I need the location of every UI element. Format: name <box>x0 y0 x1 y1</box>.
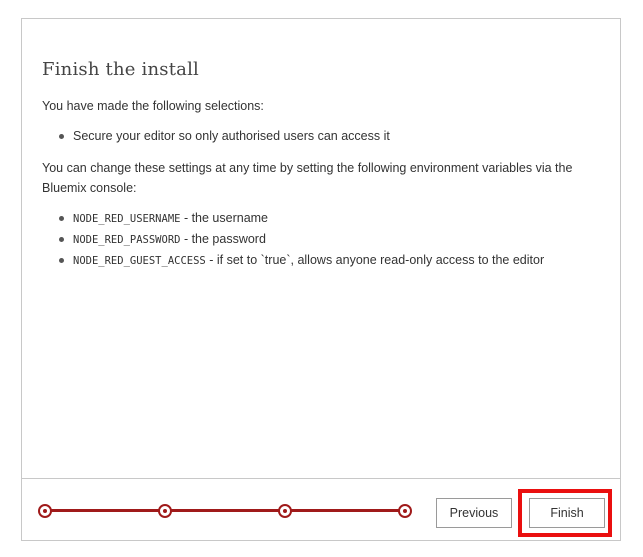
selections-list <box>42 126 600 146</box>
intro-text: You have made the following selections: <box>42 99 264 113</box>
list-item <box>73 126 600 146</box>
dialog-content <box>42 59 600 283</box>
bullet-icon <box>59 237 64 242</box>
dialog-title: Finish the install <box>42 59 200 80</box>
progress-line <box>45 509 405 512</box>
env-var-desc: - the password <box>180 232 266 246</box>
bullet-icon <box>59 134 64 139</box>
env-var-name: NODE_RED_USERNAME <box>73 213 181 225</box>
install-dialog <box>21 18 621 541</box>
dialog-footer <box>22 478 620 540</box>
list-item <box>73 208 600 229</box>
bullet-icon <box>59 258 64 263</box>
bullet-icon <box>59 216 64 221</box>
env-var-desc: - if set to `true`, allows anyone read-only access to the editor <box>205 253 545 267</box>
previous-button[interactable]: Previous <box>436 498 512 528</box>
list-item <box>73 250 600 271</box>
step-4-indicator <box>398 504 412 518</box>
list-item <box>73 229 600 250</box>
step-1-indicator <box>38 504 52 518</box>
env-var-name: NODE_RED_PASSWORD <box>73 234 181 246</box>
step-2-indicator <box>158 504 172 518</box>
env-vars-list <box>42 208 600 271</box>
finish-button[interactable]: Finish <box>529 498 605 528</box>
progress-track <box>38 504 410 518</box>
env-var-desc: - the username <box>180 211 269 225</box>
change-settings-text: You can change these settings at any time by setting the following environment variables via the Bluemix console: <box>42 161 573 195</box>
env-var-name: NODE_RED_GUEST_ACCESS <box>73 255 206 267</box>
selection-text: Secure your editor so only authorised users can access it <box>73 129 390 143</box>
step-3-indicator <box>278 504 292 518</box>
